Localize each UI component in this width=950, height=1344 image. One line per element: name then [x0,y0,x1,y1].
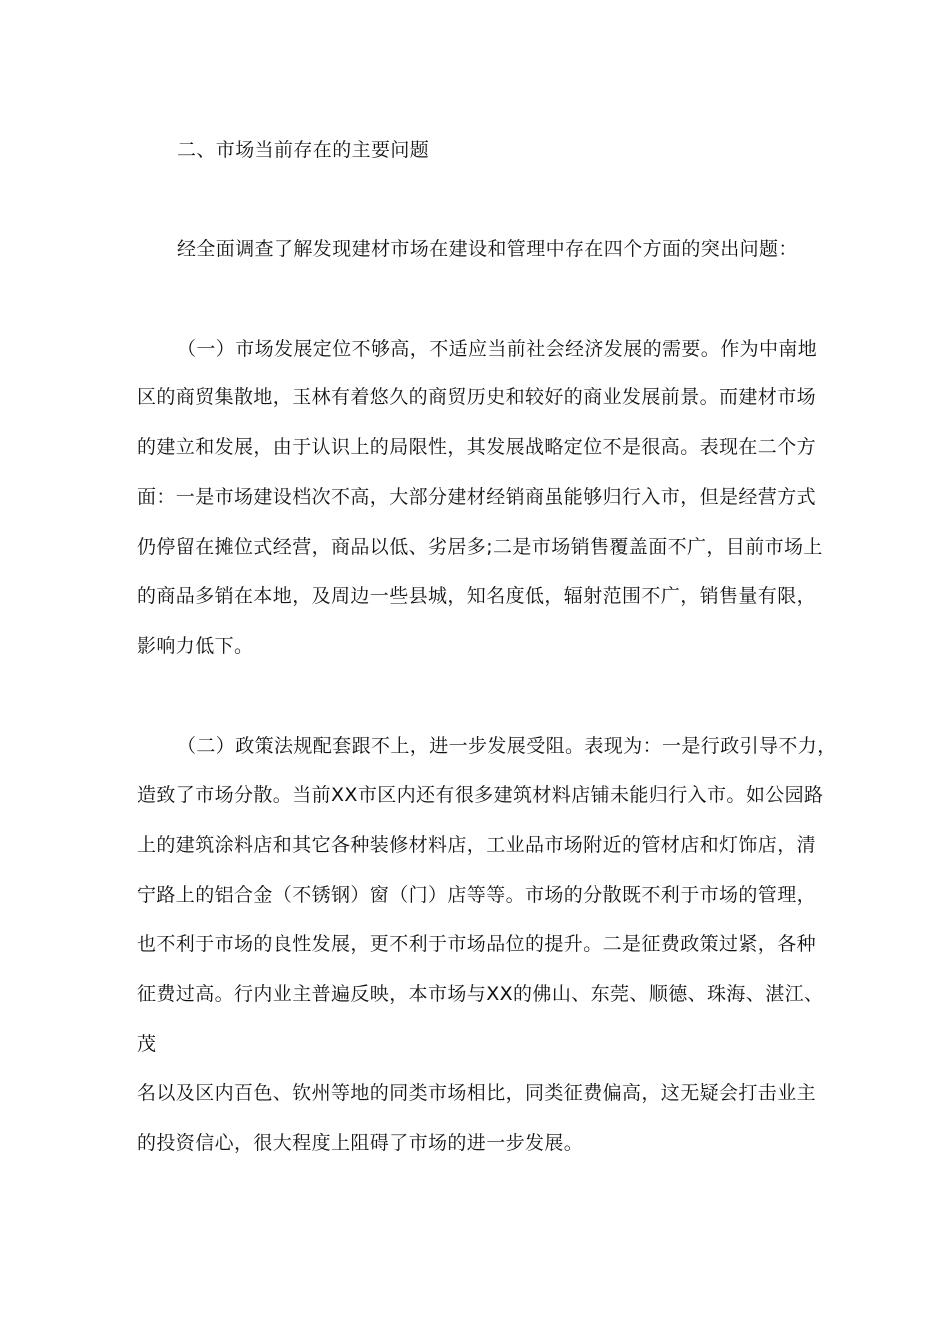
paragraph-1-line: 影响力低下。 [137,635,254,657]
paragraph-1-line: 区的商贸集散地，玉林有着悠久的商贸历史和较好的商业发展前景。而建材市场 [137,386,817,408]
paragraph-1-line: 仍停留在摊位式经营，商品以低、劣居多;二是市场销售覆盖面不广，目前市场上 [137,536,823,558]
paragraph-2-line: 造致了市场分散。当前XX市区内还有很多建筑材料店铺未能归行入市。如公园路 [137,784,824,806]
paragraph-2-line: 的投资信心，很大程度上阻碍了市场的进一步发展。 [137,1132,584,1154]
paragraph-1-line: （一）市场发展定位不够高，不适应当前社会经济发展的需要。作为中南地 [177,338,818,360]
paragraph-1-line: 的建立和发展，由于认识上的局限性，其发展战略定位不是很高。表现在二个方 [137,436,817,458]
section-heading: 二、市场当前存在的主要问题 [177,139,430,161]
paragraph-2-line: 名以及区内百色、钦州等地的同类市场相比，同类征费偏高，这无疑会打击业主 [137,1082,817,1104]
paragraph-2-line: （二）政策法规配套跟不上，进一步发展受阻。表现为：一是行政引导不力， [177,735,837,757]
paragraph-2-line: 茂 [137,1033,157,1055]
paragraph-1-line: 面：一是市场建设档次不高，大部分建材经销商虽能够归行入市，但是经营方式 [137,486,817,508]
paragraph-2-line: 上的建筑涂料店和其它各种装修材料店，工业品市场附近的管材店和灯饰店，清 [137,834,817,856]
paragraph-2-line: 宁路上的铝合金（不锈钢）窗（门）店等等。市场的分散既不利于市场的管理， [137,884,817,906]
intro-paragraph: 经全面调查了解发现建材市场在建设和管理中存在四个方面的突出问题： [177,238,798,260]
paragraph-1-line: 的商品多销在本地，及周边一些县城，知名度低，辐射范围不广，销售量有限， [137,585,817,607]
paragraph-2-line: 征费过高。行内业主普遍反映，本市场与XX的佛山、东莞、顺德、珠海、湛江、 [137,983,824,1005]
paragraph-2-line: 也不利于市场的良性发展，更不利于市场品位的提升。二是征费政策过紧，各种 [137,933,817,955]
